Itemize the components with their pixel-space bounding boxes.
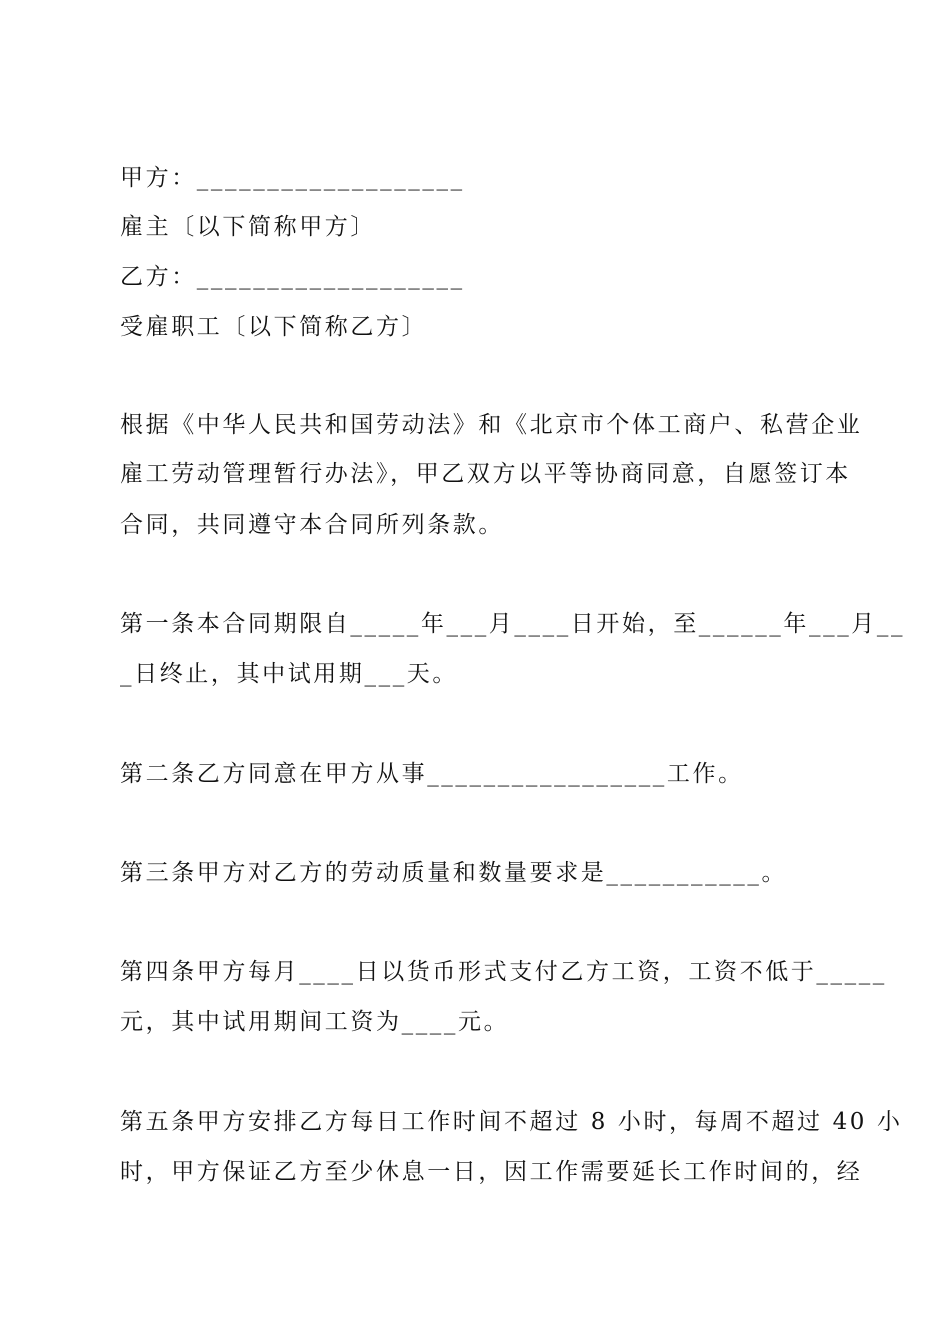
preamble-line-2: 雇工劳动管理暂行办法》，甲乙双方以平等协商同意，自愿签订本 bbox=[120, 461, 851, 487]
preamble-line-1: 根据《中华人民共和国劳动法》和《北京市个体工商户、私营企业 bbox=[120, 412, 863, 438]
article-4-line-1: 第四条甲方每月____日以货币形式支付乙方工资，工资不低于_____ bbox=[120, 959, 887, 985]
preamble-line-3: 合同，共同遵守本合同所列条款。 bbox=[120, 512, 504, 538]
party-b-line: 乙方：___________________ bbox=[120, 264, 465, 290]
party-a-note: 雇主〔以下简称甲方〕 bbox=[120, 214, 376, 240]
article-5-line-2: 时，甲方保证乙方至少休息一日，因工作需要延长工作时间的，经 bbox=[120, 1159, 863, 1185]
article-3-line-1: 第三条甲方对乙方的劳动质量和数量要求是___________。 bbox=[120, 860, 788, 886]
article-2-line-1: 第二条乙方同意在甲方从事_________________工作。 bbox=[120, 761, 744, 787]
article-1-line-2: _日终止，其中试用期___天。 bbox=[120, 661, 458, 687]
article-1-line-1: 第一条本合同期限自_____年___月____日开始，至______年___月__ bbox=[120, 611, 906, 637]
party-b-note: 受雇职工〔以下简称乙方〕 bbox=[120, 314, 428, 340]
party-a-line: 甲方：___________________ bbox=[120, 165, 465, 191]
article-4-line-2: 元，其中试用期间工资为____元。 bbox=[120, 1009, 510, 1035]
article-5-line-1: 第五条甲方安排乙方每日工作时间不超过 8 小时，每周不超过 40 小 bbox=[120, 1109, 903, 1135]
